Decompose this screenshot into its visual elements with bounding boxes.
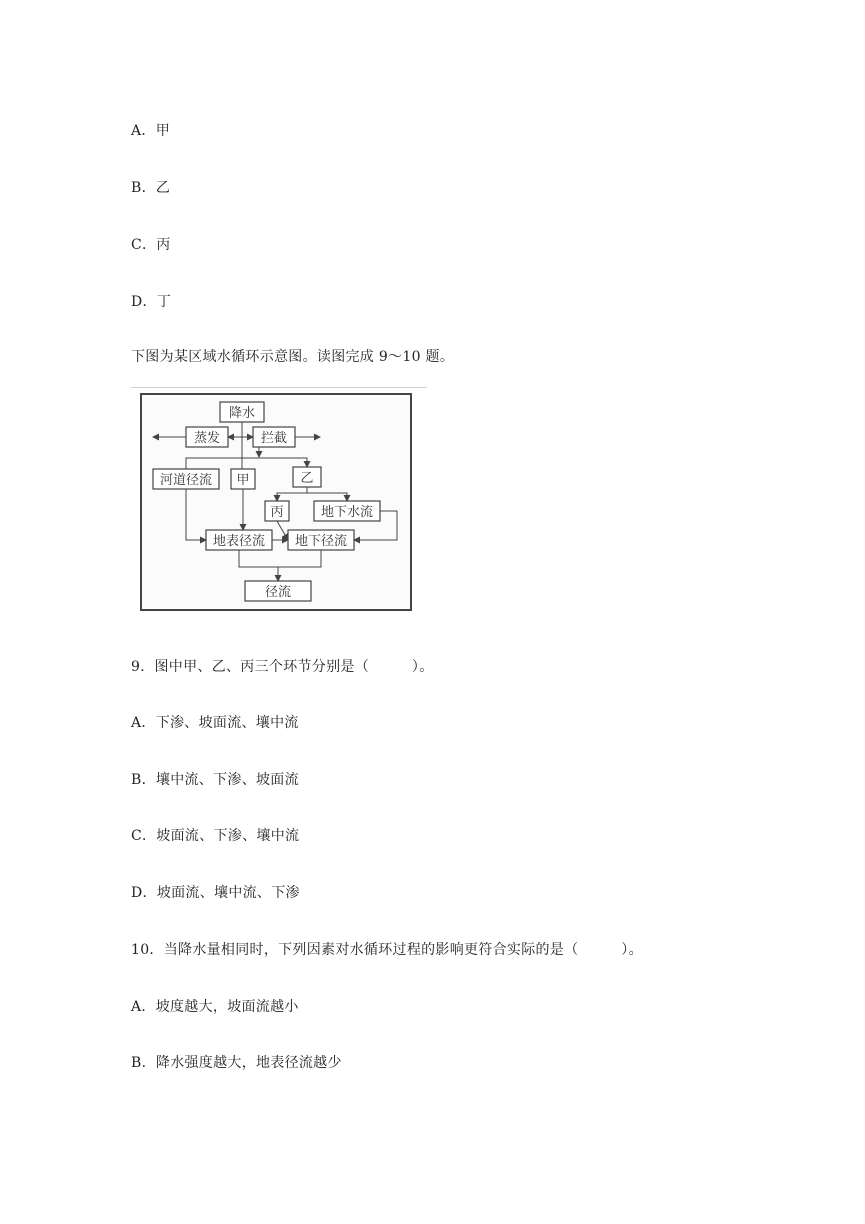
q8-option-d: D．丁 xyxy=(131,294,172,310)
q9-option-a: A．下渗、坡面流、壤中流 xyxy=(131,715,299,731)
diagram-intro: 下图为某区域水循环示意图。读图完成 9～10 题。 xyxy=(131,349,455,365)
label-subsurface-runoff: 地下径流 xyxy=(294,534,348,549)
q9-option-c: C．坡面流、下渗、壤中流 xyxy=(131,828,300,844)
q9-option-d: D．坡面流、壤中流、下渗 xyxy=(131,885,300,901)
water-cycle-diagram xyxy=(131,384,431,618)
q8-option-b: B．乙 xyxy=(131,180,171,196)
label-bing: 丙 xyxy=(270,505,284,520)
label-runoff: 径流 xyxy=(264,585,292,600)
label-intercept: 拦截 xyxy=(260,431,288,446)
label-yi: 乙 xyxy=(300,471,314,486)
label-channel: 河道径流 xyxy=(159,473,213,488)
q8-option-c: C．丙 xyxy=(131,237,171,253)
label-evap: 蒸发 xyxy=(193,431,221,446)
label-jia: 甲 xyxy=(236,473,250,488)
q8-option-a: A．甲 xyxy=(131,123,171,139)
q9-option-b: B．壤中流、下渗、坡面流 xyxy=(131,772,299,788)
q10-option-a: A．坡度越大，坡面流越小 xyxy=(131,999,299,1015)
q10-stem: 10．当降水量相同时，下列因素对水循环过程的影响更符合实际的是（ ）。 xyxy=(131,942,643,958)
label-surface-runoff: 地表径流 xyxy=(212,534,266,549)
label-groundwater: 地下水流 xyxy=(320,505,374,520)
q10-option-b: B．降水强度越大，地表径流越少 xyxy=(131,1055,342,1071)
label-precip: 降水 xyxy=(228,406,256,421)
q9-stem: 9．图中甲、乙、丙三个环节分别是（ ）。 xyxy=(131,659,434,675)
